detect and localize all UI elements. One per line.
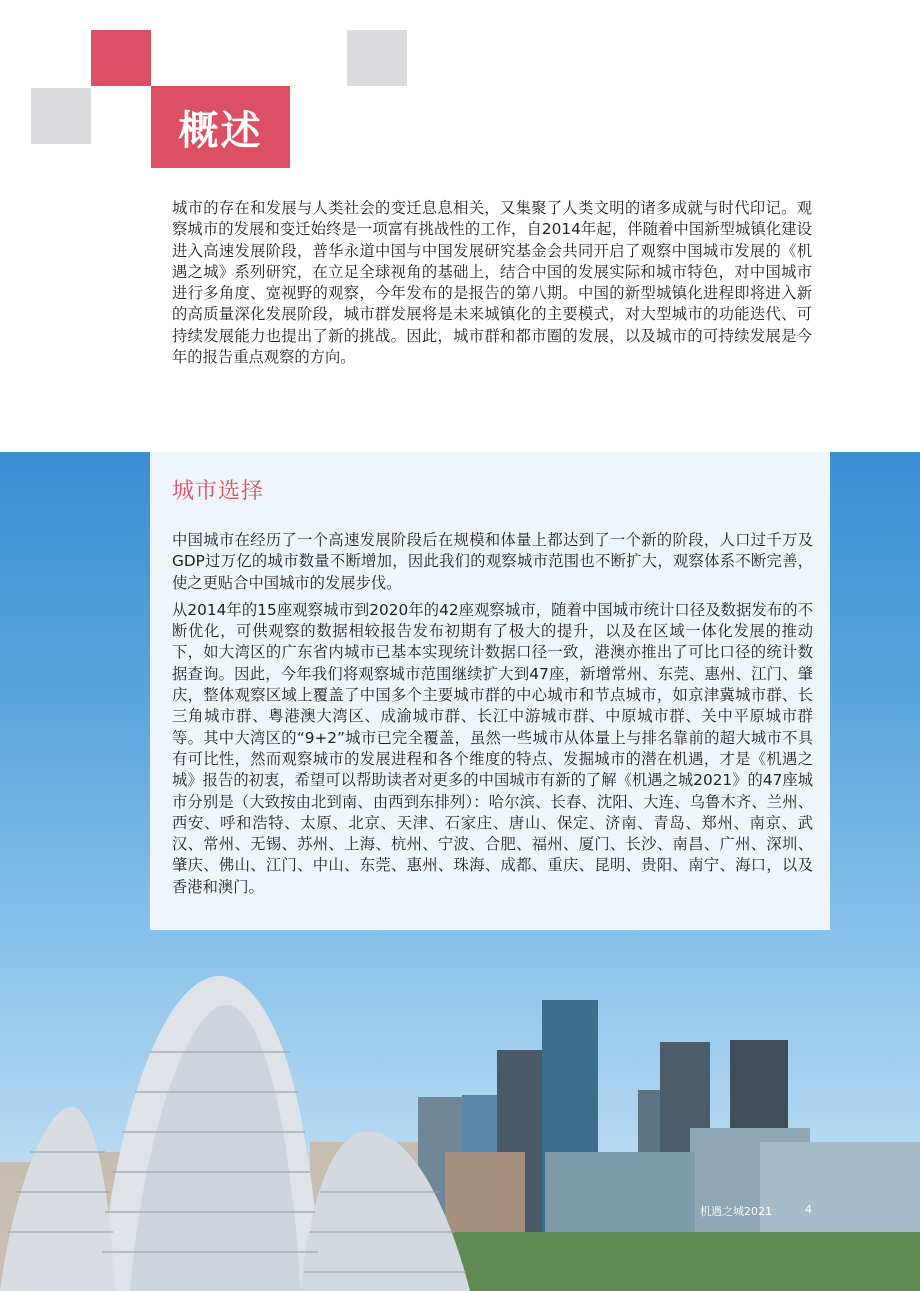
- section-paragraph: 中国城市在经历了一个高速发展阶段后在规模和体量上都达到了一个新的阶段，人口过千万及GDP过万亿的城市数量不断增加，因此我们的观察城市范围也不断扩大，观察体系不断完善，使之更贴合中国城市的发展步伐。: [172, 531, 813, 592]
- footer-publication: 机遇之城2021: [700, 1205, 772, 1218]
- section-heading: 城市选择: [172, 479, 265, 504]
- section-paragraph: 从2014年的15座观察城市到2020年的42座观察城市，随着中国城市统计口径及数据发布的不断优化，可供观察的数据相较报告发布初期有了极大的提升，以及在区域一体化发展的推动下，如大湾区的广东省内城市已基本实现统计数据口径一致，港澳亦推出了可比口径的统计数据查询。因此，今年我们将观察城市范围继续扩大到47座，新增常州、东莞、惠州、江门、肇庆，整体观察区域上覆盖了中国多个主要城市群的中心城市和节点城市，如京津冀城市群、长三角城市群、粤港澳大湾区、成渝城市群、长江中游城市群、中原城市群、关中平原城市群等。其中大湾区的“9+2”城市已完全覆盖，虽然一些城市从体量上与排名靠前的超大城市不具有可比性，然而观察城市的发展进程和各个维度的特点、发掘城市的潜在机遇，才是《机遇之城》报告的初衷，希望可以帮助读者对更多的中国城市有新的了解《机遇之城2021》的47座城市分别是（大致按由北到南、由西到东排列）：哈尔滨、长春、沈阳、大连、乌鲁木齐、兰州、西安、呼和浩特、太原、北京、天津、石家庄、唐山、保定、济南、青岛、郑州、南京、武汉、常州、无锡、苏州、上海、杭州、宁波、合肥、福州、厦门、长沙、南昌、广州、深圳、肇庆、佛山、江门、中山、东莞、惠州、珠海、成都、重庆、昆明、贵阳、南宁、海口，以及香港和澳门。: [172, 600, 813, 896]
- page-title: 概述: [151, 86, 290, 168]
- decor-square-pink: [91, 30, 151, 86]
- section-body: [172, 530, 813, 904]
- city-selection-panel: [150, 452, 830, 930]
- decor-square-gray-left: [31, 88, 91, 144]
- intro-paragraph: 城市的存在和发展与人类社会的变迁息息相关，又集聚了人类文明的诸多成就与时代印记。观察城市的发展和变迁始终是一项富有挑战性的工作，自2014年起，伴随着中国新型城镇化建设进入高速发展阶段，普华永道中国与中国发展研究基金会共同开启了观察中国城市发展的《机遇之城》系列研究，在立足全球视角的基础上，结合中国的发展实际和城市特色，对中国城市进行多角度、宽视野的观察，今年发布的是报告的第八期。中国的新型城镇化进程即将进入新的高质量深化发展阶段，城市群发展将是未来城镇化的主要模式，对大型城市的功能迭代、可持续发展能力也提出了新的挑战。因此，城市群和都市圈的发展，以及城市的可持续发展是今年的报告重点观察的方向。: [172, 199, 812, 367]
- decor-square-gray-right: [347, 30, 407, 86]
- page-number: 4: [805, 1203, 812, 1216]
